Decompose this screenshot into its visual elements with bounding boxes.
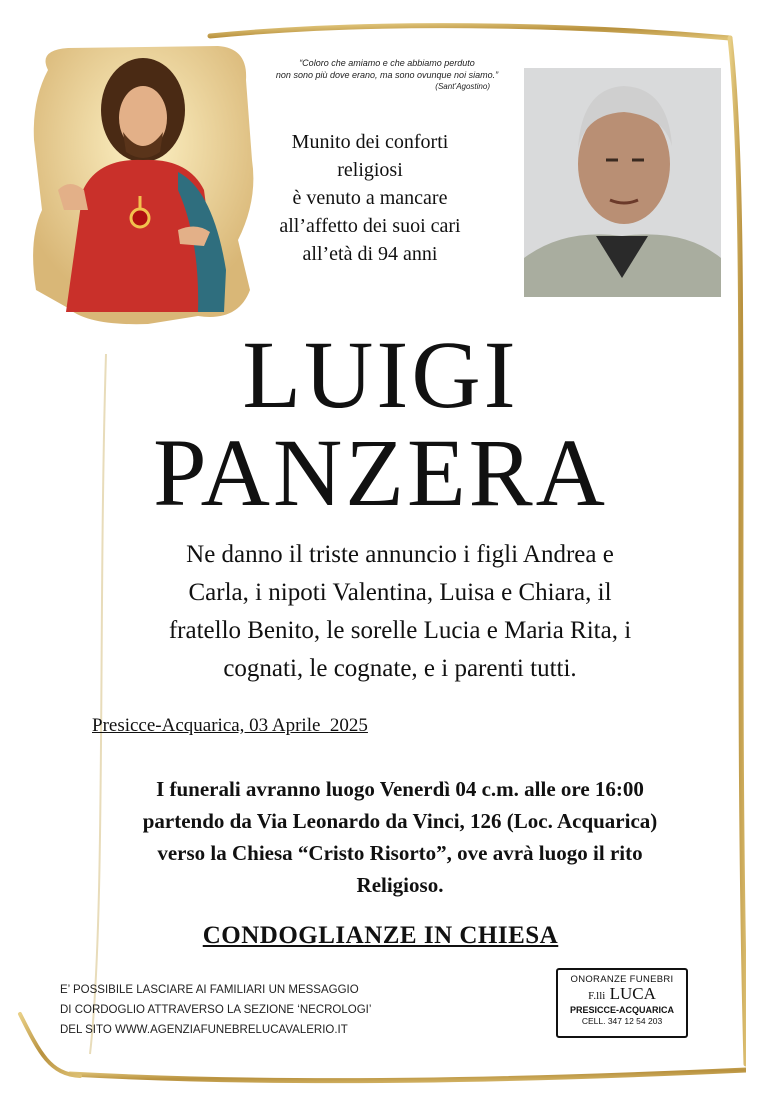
- announcement-line: Ne danno il triste annuncio i figli Andrea e: [186, 541, 614, 568]
- quote-line: “Coloro che amiamo e che abbiamo perduto: [299, 58, 475, 68]
- funeral-line: I funerali avranno luogo Venerdì 04 c.m. alle ore 16:00: [156, 777, 644, 801]
- first-name: LUIGI: [242, 321, 519, 428]
- deceased-photo: [524, 68, 721, 297]
- quote-line: non sono più dove erano, ma sono ovunque noi siamo.”: [275, 69, 499, 80]
- intro-line: all’età di 94 anni: [302, 243, 438, 265]
- last-name: PANZERA: [153, 419, 608, 526]
- announcement-text: [90, 536, 710, 688]
- funeral-line: Religioso.: [356, 873, 444, 897]
- place-date: Presicce-Acquarica, 03 Aprile 2025: [92, 715, 368, 736]
- condolences-heading: CONDOGLIANZE IN CHIESA: [202, 922, 559, 949]
- intro-text: [240, 128, 500, 268]
- agency-title: ONORANZE FUNEBRI: [570, 974, 674, 985]
- intro-line: religiosi: [337, 159, 403, 181]
- quote-block: [258, 58, 516, 93]
- footnote-line: E’ POSSIBILE LASCIARE AI FAMILIARI UN MESSAGGIO: [60, 984, 359, 996]
- sacred-heart-image: [28, 40, 258, 325]
- footnote: [60, 980, 371, 1040]
- funeral-line: verso la Chiesa “Cristo Risorto”, ove avrà luogo il rito: [157, 841, 643, 865]
- agency-phone: CELL. 347 12 54 203: [581, 1016, 663, 1026]
- intro-line: all’affetto dei suoi cari: [279, 215, 461, 237]
- funeral-line: partendo da Via Leonardo da Vinci, 126 (Loc. Acquarica): [142, 809, 658, 833]
- announcement-line: cognati, le cognate, e i parenti tutti.: [223, 655, 577, 682]
- agency-name-line: [558, 985, 686, 1005]
- quote-source: (Sant’Agostino): [435, 82, 490, 91]
- intro-line: è venuto a mancare: [292, 187, 448, 209]
- footnote-line: DI CORDOGLIO ATTRAVERSO LA SEZIONE ‘NECROLOGI’: [60, 1004, 372, 1016]
- funeral-details: [60, 773, 740, 901]
- announcement-line: Carla, i nipoti Valentina, Luisa e Chiara, il: [188, 579, 612, 606]
- footnote-line: DEL SITO WWW.AGENZIAFUNEBRELUCAVALERIO.IT: [60, 1024, 348, 1036]
- agency-location: PRESICCE-ACQUARICA: [569, 1005, 674, 1015]
- intro-line: Munito dei conforti: [291, 131, 449, 153]
- agency-prefix: F.lli: [588, 990, 606, 1002]
- agency-name: LUCA: [609, 984, 656, 1003]
- agency-logo: [556, 968, 688, 1038]
- announcement-line: fratello Benito, le sorelle Lucia e Maria Rita, i: [168, 617, 632, 644]
